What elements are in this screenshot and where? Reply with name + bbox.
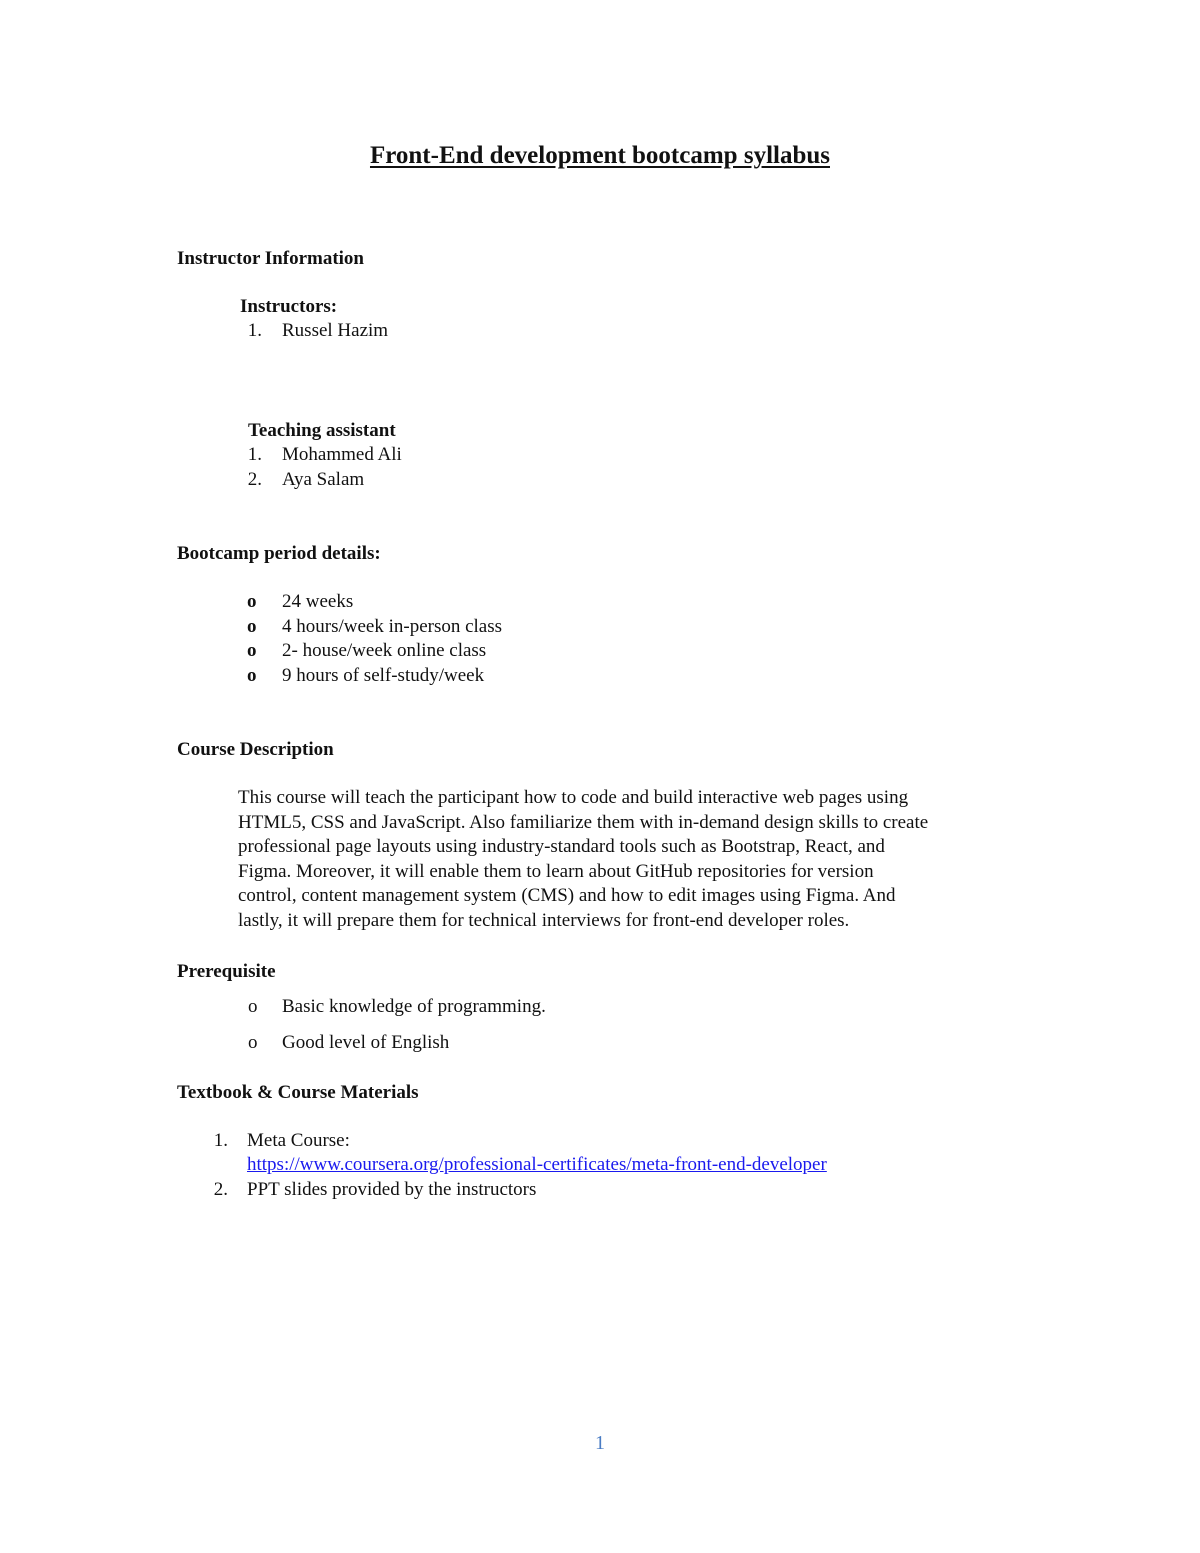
assistant-name: Aya Salam (282, 469, 365, 490)
prerequisite-item: Basic knowledge of programming. (282, 996, 546, 1017)
bullet-marker: o (247, 591, 257, 612)
page-number: 1 (595, 1432, 605, 1454)
assistant-name: Mohammed Ali (282, 444, 402, 465)
prerequisite-item: Good level of English (282, 1032, 450, 1053)
bullet-marker: o (247, 665, 257, 686)
bullet-marker: o (247, 616, 257, 637)
document-title: Front-End development bootcamp syllabus (369, 142, 830, 169)
bootcamp-period-heading: Bootcamp period details: (177, 543, 381, 564)
description-line: professional page layouts using industry-standard tools such as Bootstrap, React, and (238, 836, 885, 858)
material-label: Meta Course: (247, 1130, 350, 1151)
description-line: HTML5, CSS and JavaScript. Also familiarize them with in-demand design skills to create (238, 811, 929, 833)
material-number: 2. (213, 1179, 228, 1200)
description-line: control, content management system (CMS) and how to edit images using Figma. And (238, 885, 896, 907)
material-label: PPT slides provided by the instructors (247, 1179, 537, 1200)
period-item: 9 hours of self-study/week (282, 665, 485, 686)
bullet-marker: o (247, 640, 257, 661)
teaching-assistant-label: Teaching assistant (248, 420, 396, 441)
materials-heading: Textbook & Course Materials (177, 1082, 419, 1103)
instructors-label: Instructors: (240, 296, 338, 317)
bullet-marker: o (248, 1032, 258, 1053)
description-line: This course will teach the participant how to code and build interactive web pages using (238, 787, 909, 808)
period-item: 4 hours/week in-person class (282, 616, 503, 637)
description-line: lastly, it will prepare them for technical interviews for front-end developer roles. (238, 909, 850, 931)
material-number: 1. (213, 1130, 228, 1151)
meta-course-link[interactable]: https://www.coursera.org/professional-certificates/meta-front-end-developer (247, 1154, 827, 1175)
description-line: Figma. Moreover, it will enable them to learn about GitHub repositories for version (238, 860, 874, 882)
instructor-number: 1. (247, 320, 262, 341)
instructor-information-heading: Instructor Information (177, 248, 365, 269)
prerequisite-heading: Prerequisite (177, 961, 276, 982)
assistant-number: 1. (247, 444, 262, 465)
course-description-paragraph (238, 786, 1038, 934)
bullet-marker: o (248, 996, 258, 1017)
assistant-number: 2. (247, 469, 262, 490)
period-item: 2- house/week online class (282, 640, 487, 661)
instructor-name: Russel Hazim (282, 320, 389, 341)
period-item: 24 weeks (282, 591, 354, 612)
course-description-heading: Course Description (177, 739, 334, 760)
